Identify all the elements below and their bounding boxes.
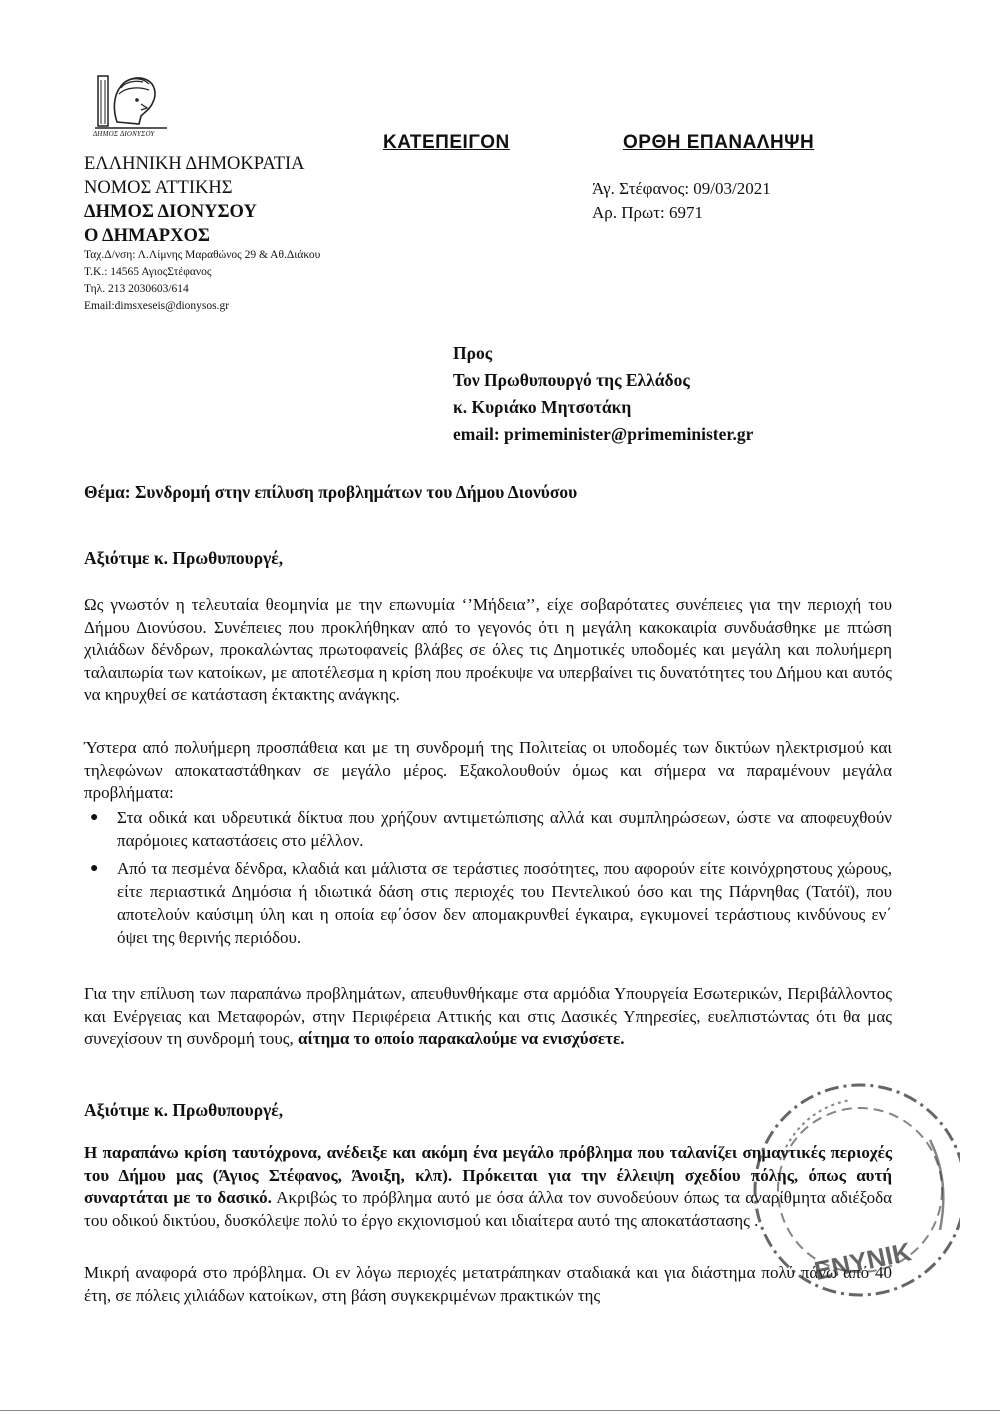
paragraph-medea: Ως γνωστόν η τελευταία θεομηνία με την επωνυμία ‘’Μήδεια’’, είχε σοβαρότατες συνέπειες για την περιοχή του Δήμου Διονύσου. Συνέπειες που προκλήθηκαν από το γεγονός ότι η μεγάλη κακοκαιρία συνδυάσθηκε με πτώση χιλιάδων δένδρων, προκαλώντας πρωτοφανείς βλάβες σε όλες τις Δημοτικές υποδομές και μεγάλη και πολυήμερη ταλαιπωρία των κατοίκων, με αποτέλεσμα η κρίση που προέκυψε να υπερβαίνει τις δυνατότητες του Δήμου και αυτός να κηρυχθεί σε κατάσταση έκτακτης ανάγκης. [84,595,892,704]
phone-line: Τηλ. 213 2030603/614 [84,283,189,295]
bullet-item [84,806,892,852]
bullet-text: Από τα πεσμένα δένδρα, κλαδιά και μάλιστα σε τεράστιες ποσότητες, που αφορούν είτε κοινόχρηστους χώρους, είτε περιαστικά Δημόσια ή ιδιωτικά δάση στις περιοχές του Πεντελικού όσο και της Πάρνηθας (Τατόϊ), που αποτελούν καύσιμη ύλη και η οποία εφ΄όσον δεν απομακρυνθεί έγκαιρα, εγκυμονεί τεράστιους κινδύνους εν΄ όψει της θερινής περιόδου. [117,859,892,947]
contact-block [84,247,320,315]
bullet-text: Στα οδικά και υδρευτικά δίκτυα που χρήζουν αντιμετώπισης αλλά και συμπληρώσεων, ώστε να αποφευχθούν παρόμοιες καταστάσεις στο μέλλον. [117,808,892,850]
paragraph-town-plan-text: Ακριβώς το πρόβλημα αυτό με όσα άλλα τον συνοδεύουν όπως τα αναρίθμητα αδιέξοδα του οδικού δικτύου, δυσκόλεψε πολύ το έργο εκχιονισμού και ιδιαίτερα αυτό της αποκατάστασης . [84,1188,893,1230]
reissue-heading: ΟΡΘΗ ΕΠΑΝΑΛΗΨΗ [623,132,815,153]
bullet-icon: ● [90,861,99,876]
office-line: Ο ΔΗΜΑΡΧΟΣ [84,226,210,246]
salutation-first: Αξιότιμε κ. Πρωθυπουργέ, [84,548,284,568]
date-line: Άγ. Στέφανος: 09/03/2021 [592,179,771,198]
country-line: ΕΛΛΗΝΙΚΗ ΔΗΜΟΚΡΑΤΙΑ [84,154,305,174]
bullet-item [84,857,892,949]
recipient-block [453,340,753,448]
recipient-name: κ. Κυριάκο Μητσοτάκη [453,397,632,417]
prefecture-line: ΝΟΜΟΣ ΑΤΤΙΚΗΣ [84,178,233,198]
postal-line: Τ.Κ.: 14565 ΑγιοςΣτέφανος [84,266,212,278]
logo-caption: ΔΗΜΟΣ ΔΙΟΝΥΣΟΥ [93,130,155,138]
page-bottom-divider [0,1410,1000,1411]
salutation-second: Αξιότιμε κ. Πρωθυπουργέ, [84,1100,284,1120]
recipient-to: Προς [453,343,493,363]
protocol-line: Αρ. Πρωτ: 6971 [592,203,704,222]
paragraph-ministries-text: Για την επίλυση των παραπάνω προβλημάτων, απευθυνθήκαμε στα αρμόδια Υπουργεία Εσωτερικών, Περιβάλλοντος και Ενέργειας και Μεταφορών, στην Περιφέρεια Αττικής και στις Δασικές Υπηρεσίες, ευελπιστώντας ότι θα μας συνεχίσουν τη συνδρομή τους, [84,984,892,1048]
email-line: Email:dimsxeseis@dionysos.gr [84,300,230,312]
paragraph-ministries [84,983,892,1051]
official-stamp-icon [720,1070,960,1320]
stamp-text: ΕΝΥΝΙΚ [811,1236,914,1286]
address-line: Ταχ.Δ/νση: Λ.Λίμνης Μαραθώνος 29 & Αθ.Διάκου [84,249,321,261]
paragraph-history: Μικρή αναφορά στο πρόβλημα. Οι εν λόγω περιοχές μετατράπηκαν σταδιακά και για διάστημα πολύ πάνω από 40 έτη, σε πόλεις χιλιάδων κατοίκων, στη βάση συγκεκριμένων πρακτικών της [84,1263,892,1305]
bullet-icon: ● [90,810,99,825]
recipient-email: email: primeminister@primeminister.gr [453,424,754,444]
urgent-heading: ΚΑΤΕΠΕΙΓΟΝ [383,132,510,153]
subject-line: Θέμα: Συνδρομή στην επίλυση προβλημάτων του Δήμου Διονύσου [84,482,578,502]
paragraph-ministries-request: αίτημα το οποίο παρακαλούμε να ενισχύσετε. [298,1029,625,1048]
municipality-line: ΔΗΜΟΣ ΔΙΟΝΥΣΟΥ [84,202,257,222]
date-block [592,177,771,225]
recipient-title: Τον Πρωθυπουργό της Ελλάδος [453,370,690,390]
paragraph-town-plan-bold: Η παραπάνω κρίση ταυτόχρονα, ανέδειξε και ακόμη ένα μεγάλο πρόβλημα που ταλανίζει σημαντικές περιοχές του Δήμου μας (Άγιος Στέφανος, Άνοιξη, κλπ). Πρόκειται για την έλλειψη σχεδίου πόλης, όπως αυτή συναρτάται με το δασικό. [84,1143,892,1207]
paragraph-restoration: Ύστερα από πολυήμερη προσπάθεια και με τη συνδρομή της Πολιτείας οι υποδομές των δικτύων ηλεκτρισμού και τηλεφώνων αποκαταστάθηκαν σε μεγάλο μέρος. Εξακολουθούν όμως και σήμερα να παραμένουν μεγάλα προβλήματα: [84,738,892,802]
sender-block [84,152,305,248]
